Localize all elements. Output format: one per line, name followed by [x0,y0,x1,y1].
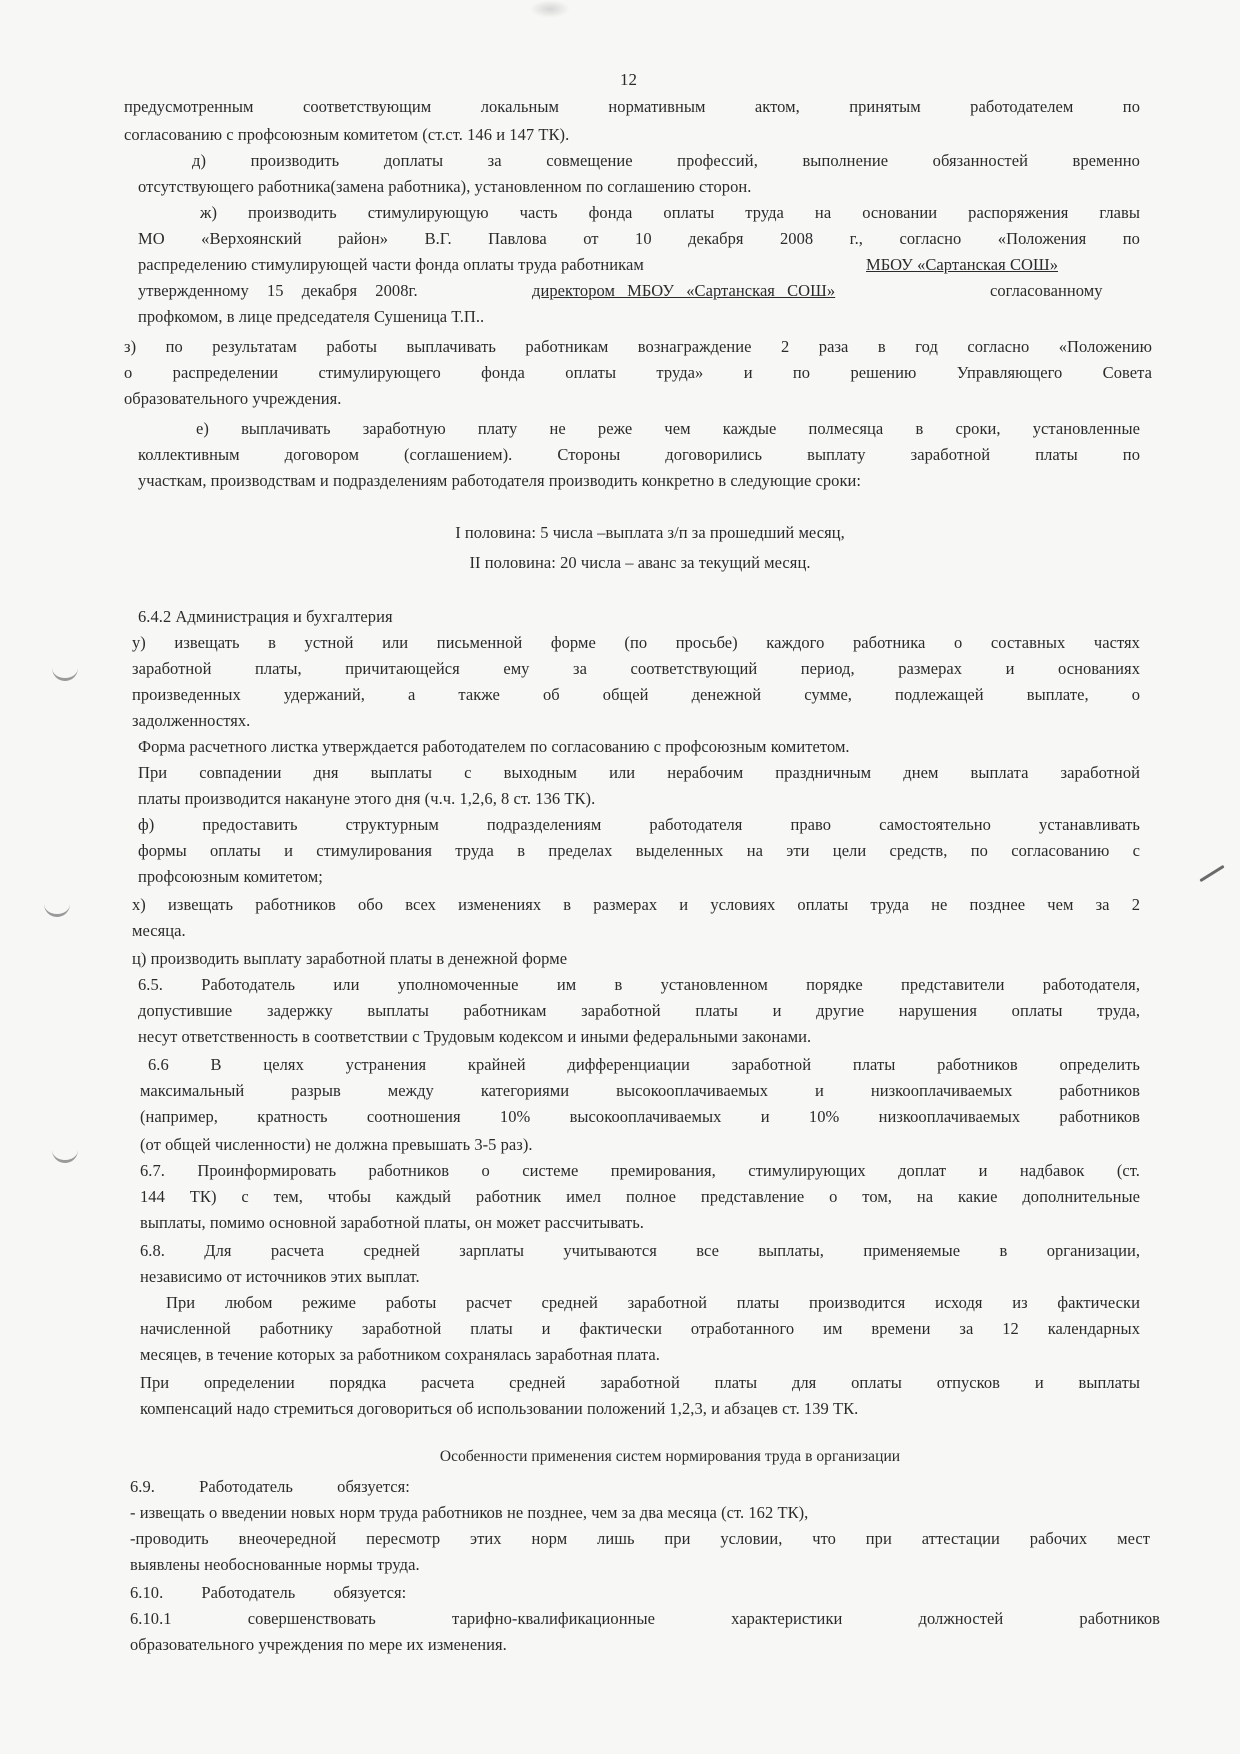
section-heading: 6.4.2 Администрация и бухгалтерия [138,607,393,626]
text-line: образовательного учреждения. [124,389,342,408]
text-line: ф) предоставить структурным подразделениям работодателя право самостоятельно устанавливать [138,815,1140,834]
payment-schedule-first: I половина: 5 числа –выплата з/п за прошедший месяц, [455,523,845,542]
pen-mark [1199,865,1224,882]
text-line: образовательного учреждения по мере их изменения. [130,1635,507,1654]
text-line: у) извещать в устной или письменной форме (по просьбе) каждого работника о составных частях [132,633,1140,652]
text-line: При любом режиме работы расчет средней заработной платы производится исходя из фактически [166,1293,1140,1312]
text-line: 6.7. Проинформировать работников о системе премирования, стимулирующих доплат и надбавок (ст. [140,1161,1140,1180]
text-line: х) извещать работников обо всех изменениях в размерах и условиях оплаты труда не позднее чем за 2 [132,895,1140,914]
text-line: месяцев, в течение которых за работником сохранялась заработная плата. [140,1345,660,1364]
text-line: (например, кратность соотношения 10% высокооплачиваемых и 10% низкооплачиваемых работников [140,1107,1140,1126]
text-line: 6.10. Работодатель обязуется: [130,1583,407,1602]
scan-smudge [530,0,570,18]
text-line: несут ответственность в соответствии с Трудовым кодексом и иными федеральными законами. [138,1027,812,1046]
text-line: 144 ТК) с тем, чтобы каждый работник имел полное представление о том, на какие дополнительные [140,1187,1140,1206]
text-line: платы производится накануне этого дня (ч.ч. 1,2,6, 8 ст. 136 ТК). [138,789,596,808]
text-line: максимальный разрыв между категориями высокооплачиваемых и низкооплачиваемых работников [140,1081,1140,1100]
text-line: д) производить доплаты за совмещение профессий, выполнение обязанностей временно [192,151,1140,170]
text-line: е) выплачивать заработную плату не реже чем каждые полмесяца в сроки, установленные [196,419,1140,438]
text-line: ц) производить выплату заработной платы в денежной форме [132,949,568,968]
text-line: При совпадении дня выплаты с выходным или нерабочим праздничным днем выплата заработной [138,763,1140,782]
text-line: профсоюзным комитетом; [138,867,323,886]
text-line: 6.10.1 совершенствовать тарифно-квалификационные характеристики должностей работников [130,1609,1160,1628]
text-line: согласованию с профсоюзным комитетом (ст.ст. 146 и 147 ТК). [124,125,570,144]
text-line: утвержденному 15 декабря 2008г. [138,281,418,300]
text-line: профкомом, в лице председателя Сушеница Т.П.. [138,307,485,326]
binder-hole-mark [44,900,70,917]
text-line: выявлены необоснованные нормы труда. [130,1555,420,1574]
text-line: (от общей численности) не должна превышать 3-5 раз). [140,1135,533,1154]
binder-hole-mark [52,664,78,681]
text-line: 6.6 В целях устранения крайней дифференциации заработной платы работников определить [148,1055,1140,1074]
school-name-link: МБОУ «Сартанская СОШ» [866,255,1059,274]
text-line: компенсаций надо стремиться договориться об использовании положений 1,2,3, и абзацев ст. 139 ТК. [140,1399,859,1418]
text-line: 6.9. Работодатель обязуется: [130,1477,410,1496]
text-line: з) по результатам работы выплачивать работникам вознаграждение 2 раза в год согласно «Положению [124,337,1152,356]
payment-schedule-second: II половина: 20 числа – аванс за текущий месяц. [469,553,811,572]
text-line: согласованному [990,281,1103,300]
text-line: начисленной работнику заработной платы и фактически отработанного им времени за 12 календарных [140,1319,1140,1338]
text-line: участкам, производствам и подразделениям работодателя производить конкретно в следующие сроки: [138,471,862,490]
text-line: отсутствующего работника(замена работника), установленном по соглашению сторон. [138,177,752,196]
text-line: ж) производить стимулирующую часть фонда оплаты труда на основании распоряжения главы [200,203,1140,222]
text-line: При определении порядка расчета средней заработной платы для оплаты отпусков и выплаты [140,1373,1140,1392]
text-line: допустившие задержку выплаты работникам заработной платы и другие нарушения оплаты труда, [138,1001,1140,1020]
section-title: Особенности применения систем нормирования труда в организации [439,1448,901,1465]
text-line: независимо от источников этих выплат. [140,1267,420,1286]
text-line: выплаты, помимо основной заработной платы, он может рассчитывать. [140,1213,644,1232]
text-line: 6.8. Для расчета средней зарплаты учитываются все выплаты, применяемые в организации, [140,1241,1140,1260]
director-ref: директором МБОУ «Сартанская СОШ» [532,281,836,300]
text-line: о распределении стимулирующего фонда оплаты труда» и по решению Управляющего Совета [124,363,1152,382]
text-line: месяца. [132,921,186,940]
text-line: МО «Верхоянский район» В.Г. Павлова от 10 декабря 2008 г., согласно «Положения по [138,229,1140,248]
text-line: - извещать о введении новых норм труда работников не позднее, чем за два месяца (ст. 162 ТК), [130,1503,809,1522]
text-line: предусмотренным соответствующим локальным нормативным актом, принятым работодателем по [124,97,1140,116]
binder-hole-mark [52,1146,78,1163]
text-line: 6.5. Работодатель или уполномоченные им в установленном порядке представители работодателя, [138,975,1140,994]
page-number: 12 [620,70,637,89]
text-line: произведенных удержаний, а также об общей денежной сумме, подлежащей выплате, о [132,685,1140,704]
text-line: формы оплаты и стимулирования труда в пределах выделенных на эти цели средств, по согласованию с [138,841,1140,860]
text-line: заработной платы, причитающейся ему за соответствующий период, размерах и основаниях [132,659,1140,678]
text-line: -проводить внеочередной пересмотр этих норм лишь при условии, что при аттестации рабочих мест [130,1529,1150,1548]
text-line: распределению стимулирующей части фонда оплаты труда работникам [138,255,644,274]
text-line: коллективным договором (соглашением). Стороны договорились выплату заработной платы по [138,445,1140,464]
text-line: Форма расчетного листка утверждается работодателем по согласованию с профсоюзным комитетом. [138,737,850,756]
text-line: задолженностях. [132,711,251,730]
